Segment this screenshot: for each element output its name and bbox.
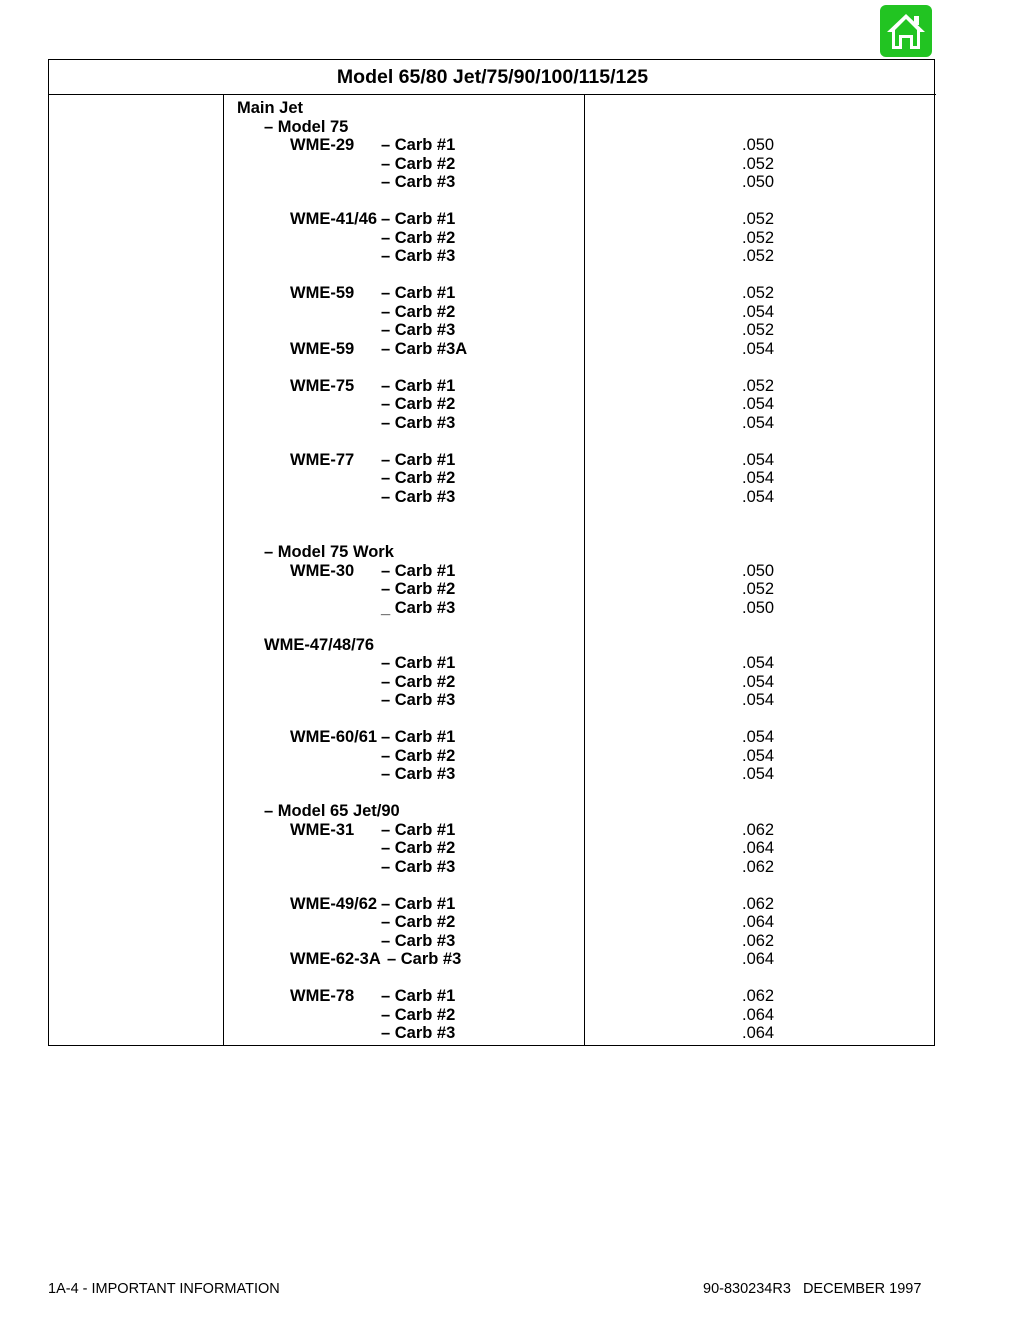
carb-label: – Carb #2 — [381, 154, 456, 173]
jet-size-value: .050 — [742, 173, 775, 191]
carb-label: _ Carb #3 — [381, 598, 456, 617]
carb-label: – Carb #2 — [381, 302, 456, 321]
jet-size-value: .062 — [742, 987, 775, 1005]
subheading: – Model 65 Jet/90 — [264, 802, 400, 820]
carb-label: – Carb #3 — [381, 765, 456, 783]
jet-size-value: .062 — [742, 820, 775, 839]
carb-label: – Carb #2 — [381, 228, 456, 247]
carb-label: – Carb #2 — [381, 395, 456, 413]
model-code: WME-77 — [290, 450, 355, 469]
carb-label: – Carb #1 — [381, 820, 456, 839]
jet-size-value: .054 — [742, 691, 775, 709]
model-code: WME-29 — [290, 136, 355, 154]
jet-size-value: .054 — [742, 339, 775, 358]
model-code: WME-59 — [290, 339, 355, 358]
jet-size-value: .064 — [742, 950, 775, 968]
carb-label: – Carb #3A — [381, 339, 468, 358]
model-code: WME-78 — [290, 987, 355, 1005]
jet-size-value: .064 — [742, 1024, 775, 1042]
column-divider-right — [584, 95, 585, 1045]
carb-label: – Carb #1 — [381, 987, 456, 1005]
jet-size-value: .050 — [742, 561, 775, 580]
footer-doc-number: 90-830234R3 DECEMBER 1997 — [703, 1281, 922, 1297]
jet-size-value: .054 — [742, 728, 775, 746]
carb-label: – Carb #2 — [381, 580, 456, 598]
jet-size-value: .052 — [742, 321, 775, 339]
jet-size-value: .054 — [742, 413, 775, 432]
carb-label: – Carb #2 — [381, 469, 456, 487]
jet-size-value: .052 — [742, 580, 775, 598]
jet-size-value: .062 — [742, 931, 775, 950]
jet-size-value: .054 — [742, 302, 775, 321]
carb-label: – Carb #1 — [381, 376, 456, 395]
carb-label: – Carb #3 — [381, 691, 456, 709]
jet-size-value: .054 — [742, 395, 775, 413]
carb-label: – Carb #3 — [381, 413, 456, 432]
carb-label: – Carb #1 — [381, 210, 456, 228]
carb-label: – Carb #1 — [381, 284, 456, 302]
jet-size-value: .050 — [742, 598, 775, 617]
specification-table — [48, 59, 935, 1046]
subheading: – Model 75 Work — [264, 543, 394, 561]
model-code: WME-49/62 — [290, 894, 378, 913]
carb-label: – Carb #1 — [381, 728, 456, 746]
jet-size-value: .052 — [742, 284, 775, 302]
carb-label: – Carb #1 — [381, 136, 456, 154]
jet-size-value: .052 — [742, 247, 775, 265]
jet-size-value: .052 — [742, 154, 775, 173]
carb-label: – Carb #3 — [381, 931, 456, 950]
model-code: WME-30 — [290, 561, 355, 580]
carb-label: – Carb #3 — [381, 487, 456, 506]
jet-size-value: .054 — [742, 487, 775, 506]
jet-size-value: .054 — [742, 469, 775, 487]
carb-label: – Carb #2 — [381, 746, 456, 765]
table-title-row — [49, 60, 936, 95]
model-code: WME-41/46 — [290, 210, 378, 228]
carb-label: – Carb #3 — [381, 857, 456, 876]
home-button[interactable] — [880, 5, 932, 57]
carb-label: – Carb #3 — [381, 321, 456, 339]
carb-label: – Carb #1 — [381, 654, 456, 672]
carb-label: – Carb #3 — [381, 173, 456, 191]
subheading: WME-47/48/76 — [264, 635, 375, 654]
jet-size-value: .064 — [742, 1005, 775, 1024]
model-code: WME-75 — [290, 376, 355, 395]
carb-label: – Carb #2 — [381, 913, 456, 931]
jet-size-value: .052 — [742, 228, 775, 247]
carb-label: – Carb #3 — [381, 247, 456, 265]
jet-size-value: .054 — [742, 746, 775, 765]
carb-label: – Carb #2 — [381, 672, 456, 691]
carb-label: – Carb #3 — [387, 950, 462, 968]
jet-size-value: .054 — [742, 450, 775, 469]
carb-label: – Carb #1 — [381, 561, 456, 580]
home-icon — [880, 5, 932, 57]
model-code: WME-60/61 — [290, 728, 378, 746]
carb-label: – Carb #2 — [381, 1005, 456, 1024]
model-code: WME-59 — [290, 284, 355, 302]
column-divider-left — [223, 95, 224, 1045]
section-label: Main Jet — [237, 99, 304, 117]
jet-size-value: .054 — [742, 765, 775, 783]
table-title: Model 65/80 Jet/75/90/100/115/125 — [336, 66, 649, 88]
carb-label: – Carb #3 — [381, 1024, 456, 1042]
jet-size-value: .052 — [742, 210, 775, 228]
subheading: – Model 75 — [264, 117, 349, 136]
jet-size-value: .052 — [742, 376, 775, 395]
footer-page-label: 1A-4 - IMPORTANT INFORMATION — [48, 1281, 280, 1297]
jet-size-value: .064 — [742, 913, 775, 931]
jet-size-value: .062 — [742, 894, 775, 913]
carb-label: – Carb #1 — [381, 450, 456, 469]
jet-size-value: .054 — [742, 672, 775, 691]
carb-label: – Carb #2 — [381, 839, 456, 857]
carb-label: – Carb #1 — [381, 894, 456, 913]
model-code: WME-31 — [290, 820, 355, 839]
jet-size-value: .050 — [742, 136, 775, 154]
jet-size-value: .062 — [742, 857, 775, 876]
jet-size-value: .054 — [742, 654, 775, 672]
jet-size-value: .064 — [742, 839, 775, 857]
model-code: WME-62-3A — [290, 950, 381, 968]
